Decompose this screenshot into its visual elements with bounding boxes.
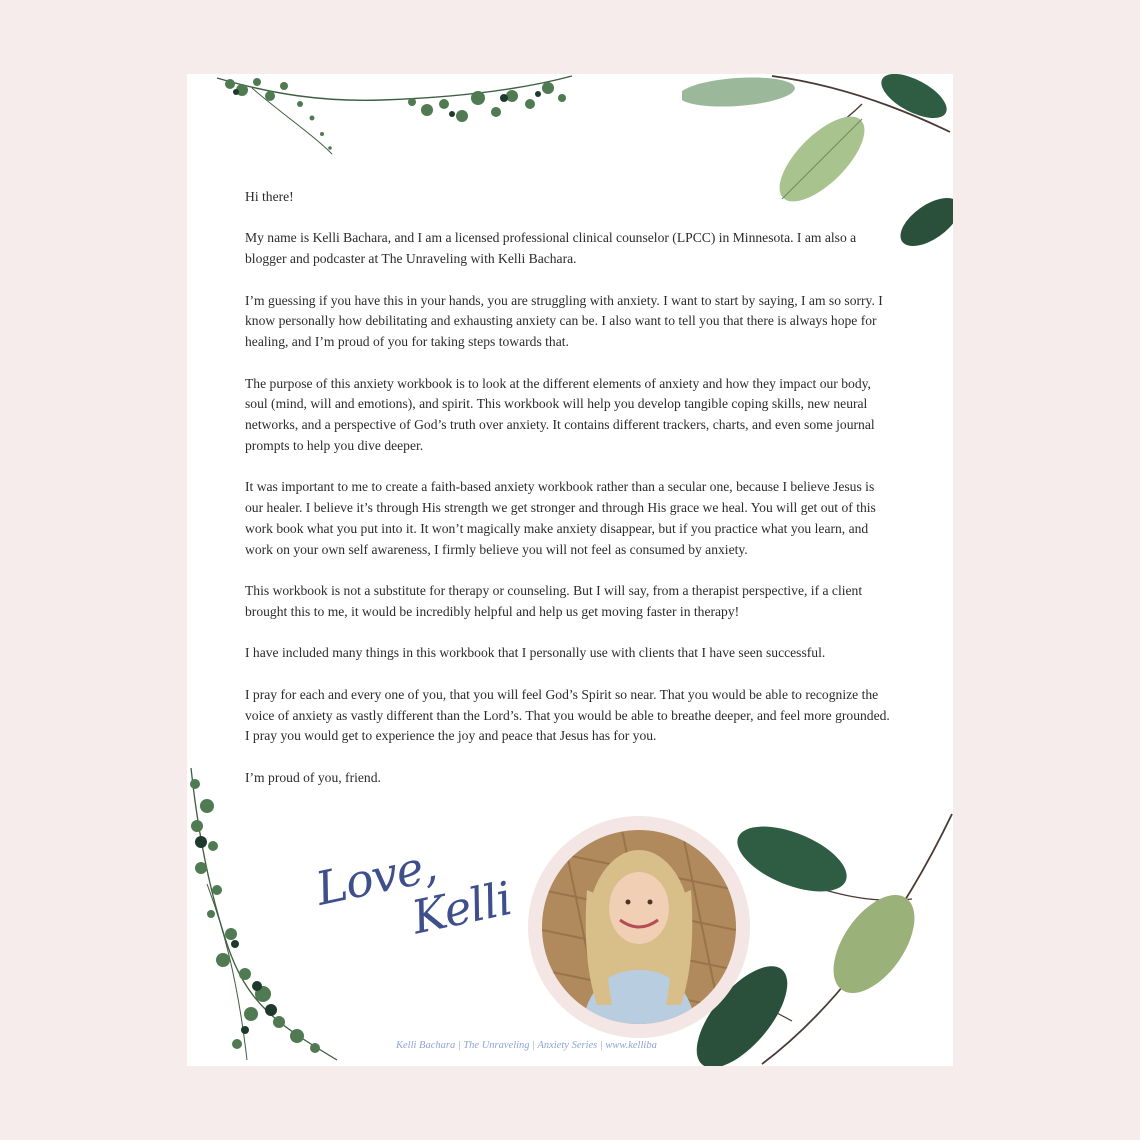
closing-line: I’m proud of you, friend. <box>245 769 381 785</box>
paragraph-purpose: The purpose of this anxiety workbook is to look at the different elements of anxiety and how they impact our body, soul (mind, will and emotions), and spirit. This workbook will help you develop tangible coping skills, new neural networks, and a perspective of God’s truth over anxiety. It contains different trackers, charts, and even some journal prompts to help you dive deeper. <box>245 375 875 453</box>
eucalyptus-branch-top-left <box>212 74 582 164</box>
signature-line-name: Kelli <box>407 871 516 945</box>
letter-body <box>245 187 895 809</box>
page-footer: Kelli Bachara | The Unraveling | Anxiety Series | www.kelliba <box>396 1040 657 1051</box>
portrait-photo <box>542 830 736 1024</box>
greeting: Hi there! <box>245 189 294 204</box>
paragraph-included: I have included many things in this workbook that I personally use with clients that I have seen successful. <box>245 645 826 661</box>
paragraph-intro: My name is Kelli Bachara, and I am a licensed professional clinical counselor (LPCC) in Minnesota. I am also a blogger and podcaster at The Unraveling with Kelli Bachara. <box>245 230 857 267</box>
paragraph-disclaimer: This workbook is not a substitute for therapy or counseling. But I will say, from a therapist perspective, if a client brought this to me, it would be incredibly helpful and help us get moving faster in therapy! <box>245 583 863 619</box>
paragraph-empathy: I’m guessing if you have this in your hands, you are struggling with anxiety. I want to start by saying, I am so sorry. I know personally how debilitating and exhausting anxiety can be. I also want to tell you that there is always hope for healing, and I’m proud of you for taking steps towards that. <box>245 292 883 350</box>
paragraph-faith: It was important to me to create a faith-based anxiety workbook rather than a secular one, because I believe Jesus is our healer. I believe it’s through His strength we get stronger and through His grace we heal. You will get out of this work book what you put into it. It won’t magically make anxiety disappear, but if you practice what you learn, and work on your own self awareness, I firmly believe you will not feel as consumed by anxiety. <box>245 479 876 557</box>
letter-page <box>187 74 953 1066</box>
signature-line-love: Love, <box>311 837 441 916</box>
paragraph-prayer: I pray for each and every one of you, that you will feel God’s Spirit so near. That you would be able to recognize the voice of anxiety as vastly different than the Lord’s. That you would be able to breathe deeper, and feel more grounded. I pray you would get to experience the joy and peace that Jesus has for you. <box>245 686 890 744</box>
